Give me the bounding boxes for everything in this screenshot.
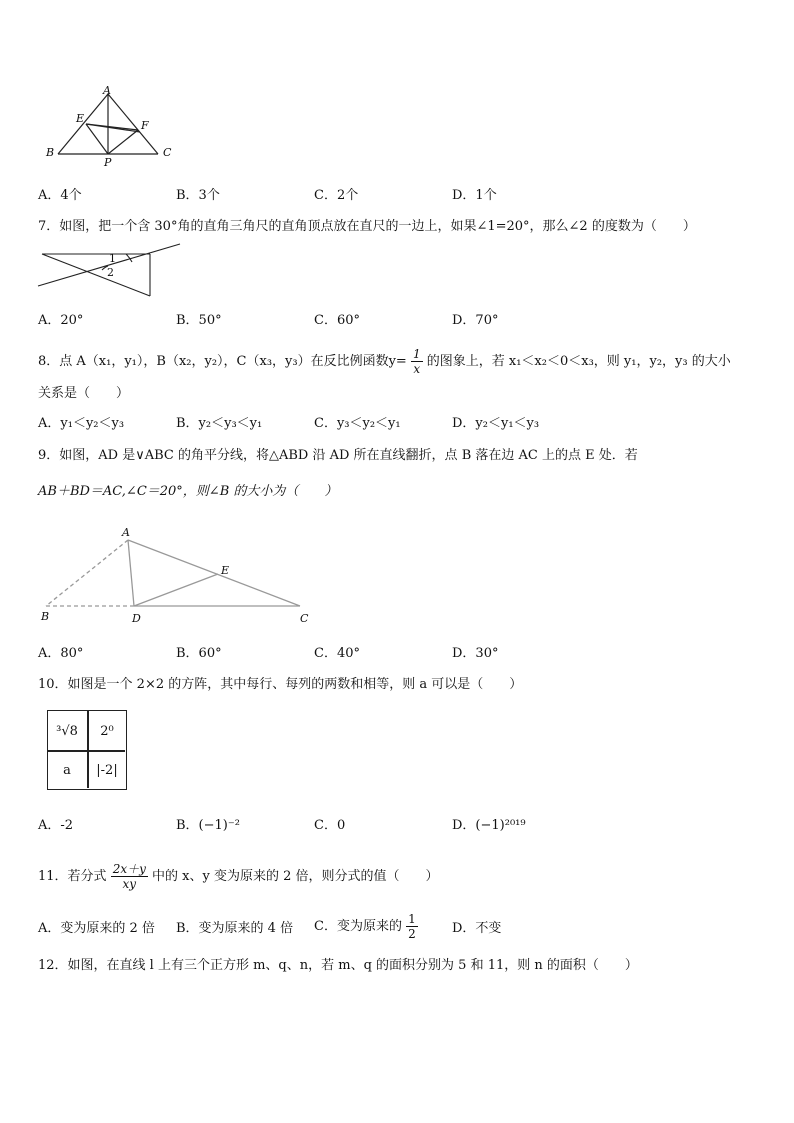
q7-triangle-hyp [42,254,150,296]
q7-option-a: A．20° [38,313,84,328]
q7-label-2: 2 [107,266,114,279]
q10-option-b: B．(−1)⁻² [176,818,240,833]
q11-stem-before: 11．若分式 [38,869,107,884]
q11-option-a: A．变为原来的 2 倍 [38,921,155,936]
q8-option-c: C．y₃＜y₂＜y₁ [314,416,401,431]
q11-option-c-text: C．变为原来的 [314,919,402,934]
q6-label-c: C [163,146,172,159]
q9-label-c: C [300,612,309,625]
q8-option-d: D．y₂＜y₁＜y₃ [452,416,540,431]
q6-option-c: C．2个 [314,188,359,203]
q11-option-c-frac-num: 1 [408,912,416,926]
q11-option-c [314,912,418,941]
q11-option-d: D．不变 [452,921,502,936]
q9-dashed-ab [46,540,128,606]
q10-grid [47,710,127,790]
q6-option-a: A．4个 [38,188,82,203]
q8-stem-text: 8．点 A（x₁，y₁），B（x₂，y₂），C（x₃，y₃）在反比例函数y= [38,354,407,369]
q8-option-b: B．y₂＜y₃＜y₁ [176,416,263,431]
q9-side-ac [128,540,300,606]
q8-stem-after: 的图象上，若 x₁＜x₂＜0＜x₃，则 y₁，y₂，y₃ 的大小 [426,354,731,369]
q10-stem: 10．如图是一个 2×2 的方阵，其中每行、每列的两数和相等，则 a 可以是（ ） [38,677,523,692]
q11-option-c-frac-den: 2 [408,927,416,941]
q8-fraction [411,347,423,376]
q10-cell-cube-root: ³√8 [56,723,78,739]
q9-option-c: C．40° [314,646,360,661]
q12-stem: 12．如图，在直线 l 上有三个正方形 m、q、n，若 m、q 的面积分别为 5 和 11，则 n 的面积（ ） [38,958,638,973]
q11-option-b: B．变为原来的 4 倍 [176,921,294,936]
q6-option-d: D．1个 [452,188,497,203]
q11-frac-num: 2x＋y [112,862,146,876]
q8-option-a: A．y₁＜y₂＜y₃ [38,416,125,431]
q9-option-d: D．30° [452,646,499,661]
q9-option-b: B．60° [176,646,222,661]
q6-option-b: B．3个 [176,188,220,203]
q9-label-b: B [41,610,50,623]
q9-stem-line2: AB＋BD＝AC,∠C＝20°，则∠B 的大小为（ ） [38,484,338,499]
q9-label-d: D [132,612,141,625]
q6-label-p: P [104,156,112,169]
q6-label-a: A [103,84,111,97]
q9-triangle-figure [36,520,326,630]
q11-frac-den: xy [122,877,137,891]
q11-fraction [111,862,148,891]
q8-stem-line1 [38,347,731,376]
q10-cell-abs: |-2| [96,762,118,778]
q10-cell-a: a [63,762,71,778]
q7-option-c: C．60° [314,313,360,328]
q9-segment-ad [128,540,134,606]
q6-label-f: F [141,119,149,132]
q9-label-a: A [122,526,130,539]
q8-frac-den: x [413,362,421,376]
q6-segment-fp [108,130,138,154]
q6-side-ac [108,94,158,154]
q7-label-1: 1 [109,252,116,265]
q9-label-e: E [221,564,230,577]
q6-segment-e-f2 [86,124,140,132]
q8-frac-num: 1 [412,347,421,361]
q7-stem: 7．如图，把一个含 30°角的直角三角尺的直角顶点放在直尺的一边上，如果∠1=20°，那么∠2 的度数为（ ） [38,219,696,234]
q6-label-b: B [46,146,55,159]
q9-stem-line1: 9．如图，AD 是∨ABC 的角平分线，将△ABD 沿 AD 所在直线翻折，点 B 落在边 AC 上的点 E 处．若 [38,448,638,463]
q10-option-d: D．(−1)²⁰¹⁹ [452,818,526,833]
q10-option-c: C．0 [314,818,346,833]
q11-option-c-fraction [406,912,418,941]
q9-segment-de [134,574,218,606]
q11-stem-after: 中的 x、y 变为原来的 2 倍，则分式的值（ ） [152,869,439,884]
q10-option-a: A．-2 [38,818,74,833]
q6-segment-ep [86,124,108,154]
q7-option-b: B．50° [176,313,222,328]
q9-option-a: A．80° [38,646,84,661]
q8-stem-line2: 关系是（ ） [38,386,130,401]
q10-cell-power-zero: 2⁰ [100,723,114,739]
q11-stem [38,862,439,891]
q7-option-d: D．70° [452,313,499,328]
q6-label-e: E [76,112,85,125]
